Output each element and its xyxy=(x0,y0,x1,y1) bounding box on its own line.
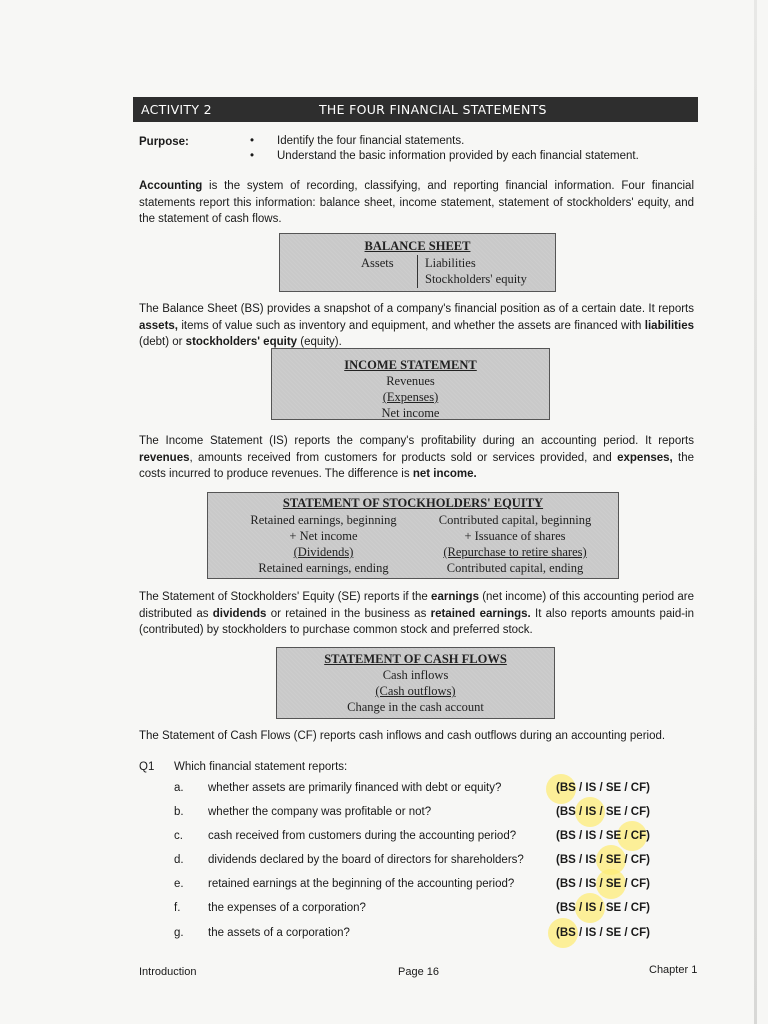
question-item: b. whether the company was profitable or not? (BS / IS / SE / CF) xyxy=(174,806,650,818)
cash-flows-box xyxy=(276,647,555,719)
answer-choices[interactable]: (BS / IS / SE / CF) xyxy=(556,782,650,794)
answer-choices[interactable]: (BS / IS / SE / CF) xyxy=(556,902,650,914)
question-prompt: Which financial statement reports: xyxy=(174,761,348,773)
footer-page-number: Page 16 xyxy=(398,966,439,978)
t-account-divider xyxy=(417,255,418,288)
is-revenues: Revenues xyxy=(386,374,435,388)
se-right-line: + Issuance of shares xyxy=(464,529,566,543)
question-item: c. cash received from customers during the accounting period? (BS / IS / SE / CF) xyxy=(174,830,650,842)
activity-number: ACTIVITY 2 xyxy=(141,102,212,117)
purpose-bullet-1: • Identify the four financial statements. xyxy=(250,135,465,147)
question-number: Q1 xyxy=(139,761,155,773)
se-left-line: + Net income xyxy=(289,529,358,543)
bullet-icon: • xyxy=(250,150,255,162)
income-statement-title: INCOME STATEMENT xyxy=(344,358,477,372)
bs-liabilities: Liabilities xyxy=(425,256,476,270)
answer-choices[interactable]: (BS / IS / SE / CF) xyxy=(556,806,650,818)
cash-flows-title: STATEMENT OF CASH FLOWS xyxy=(324,652,507,666)
question-item: f. the expenses of a corporation? (BS / IS / SE / CF) xyxy=(174,902,650,914)
purpose-label: Purpose: xyxy=(139,136,189,148)
answer-choices[interactable]: (BS / IS / SE / CF) xyxy=(556,830,650,842)
balance-sheet-box xyxy=(279,233,556,292)
cf-outflows: (Cash outflows) xyxy=(375,684,456,698)
cf-inflows: Cash inflows xyxy=(382,668,449,682)
se-right-line: Contributed capital, ending xyxy=(446,561,584,575)
se-right-line: Contributed capital, beginning xyxy=(438,513,592,527)
is-net-income: Net income xyxy=(381,406,440,420)
question-item: d. dividends declared by the board of directors for shareholders? (BS / IS / SE / CF) xyxy=(174,854,650,866)
bs-equity: Stockholders' equity xyxy=(425,272,527,286)
footer-section: Introduction xyxy=(139,966,197,978)
balance-sheet-paragraph: The Balance Sheet (BS) provides a snapshot of a company's financial position as of a certain date. It reports assets, items of value such as inventory and equipment, and whether the assets are financed with liabilities (debt) or stockholders' equity (equity). xyxy=(139,303,694,348)
se-left-line: Retained earnings, beginning xyxy=(250,513,397,527)
stockholders-equity-paragraph: The Statement of Stockholders' Equity (SE) reports if the earnings (net income) of this accounting period are distributed as dividends or retained in the business as retained earnings. It also reports amounts paid-in (contributed) by stockholders to purchase common stock and preferred stock. xyxy=(139,591,694,636)
income-statement-paragraph: The Income Statement (IS) reports the company's profitability during an accounting period. It reports revenues, amounts received from customers for products sold or services provided, and expenses, the costs incurred to produce revenues. The difference is net income. xyxy=(139,435,694,480)
answer-choices[interactable]: (BS / IS / SE / CF) xyxy=(556,927,650,939)
answer-choices[interactable]: (BS / IS / SE / CF) xyxy=(556,854,650,866)
se-left-line: (Dividends) xyxy=(293,545,354,559)
purpose-bullet-2: • Understand the basic information provided by each financial statement. xyxy=(250,150,639,162)
answer-choices[interactable]: (BS / IS / SE / CF) xyxy=(556,878,650,890)
footer-chapter: Chapter 1 xyxy=(649,964,698,976)
income-statement-box xyxy=(271,348,550,420)
activity-header xyxy=(133,97,698,122)
question-item: e. retained earnings at the beginning of the accounting period? (BS / IS / SE / CF) xyxy=(174,878,650,890)
cash-flows-paragraph: The Statement of Cash Flows (CF) reports cash inflows and cash outflows during an accounting period. xyxy=(139,730,666,742)
intro-paragraph: Accounting is the system of recording, classifying, and reporting financial information. Four financial statements report this information: balance sheet, income statement, statement of stockholders' equity, and the statement of cash flows. xyxy=(139,180,694,225)
se-title: STATEMENT OF STOCKHOLDERS' EQUITY xyxy=(282,496,544,510)
bs-assets: Assets xyxy=(361,256,394,270)
bullet-icon: • xyxy=(250,135,255,147)
cf-change: Change in the cash account xyxy=(347,700,484,714)
se-right-line: (Repurchase to retire shares) xyxy=(443,545,587,559)
is-expenses: (Expenses) xyxy=(382,390,439,404)
stockholders-equity-box xyxy=(207,492,619,579)
balance-sheet-title: BALANCE SHEET xyxy=(364,239,471,253)
question-item: a. whether assets are primarily financed with debt or equity? (BS / IS / SE / CF) xyxy=(174,782,650,794)
scan-edge xyxy=(754,0,757,1024)
question-item: g. the assets of a corporation? (BS / IS / SE / CF) xyxy=(174,927,650,939)
activity-title: THE FOUR FINANCIAL STATEMENTS xyxy=(319,102,547,117)
se-left-line: Retained earnings, ending xyxy=(258,561,389,575)
